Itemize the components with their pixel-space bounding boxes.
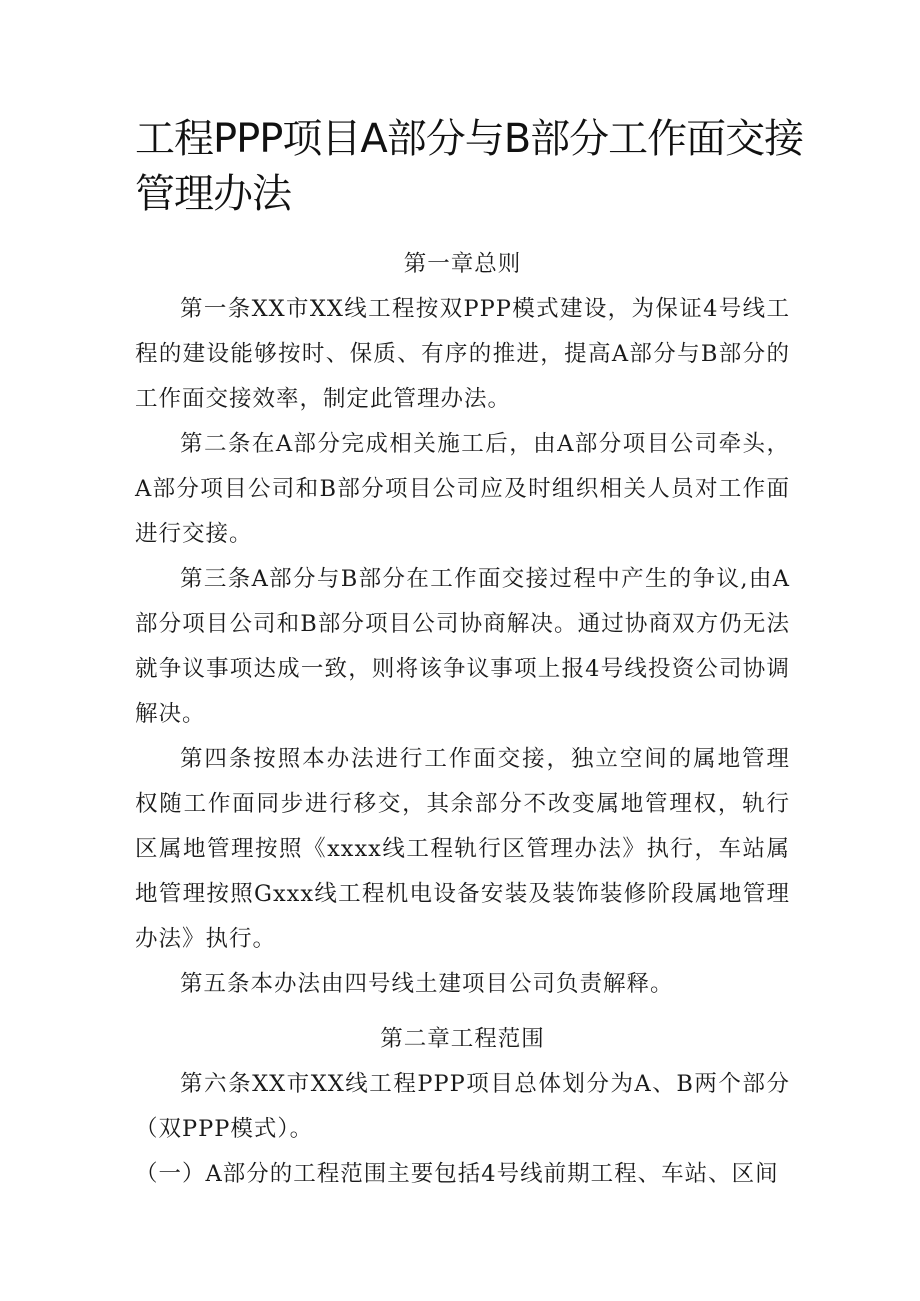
document-title: 工程PPP项目A部分与B部分工作面交接管理办法 xyxy=(135,116,804,217)
article-4: 第四条按照本办法进行工作面交接，独立空间的属地管理权随工作面同步进行移交，其余部分不改变属地管理权，轨行区属地管理按照《xxxx线工程轨行区管理办法》执行，车站属地管理按照Gxxx线工程机电设备安装及装饰装修阶段属地管理办法》执行。 xyxy=(135,746,790,952)
chapter-heading-1: 第一章总则 xyxy=(403,251,522,277)
document-body xyxy=(135,242,790,1197)
chapter-heading-2: 第二章工程范围 xyxy=(380,1026,545,1052)
article-5: 第五条本办法由四号线土建项目公司负责解释。 xyxy=(180,971,674,997)
article-6: 第六条XX市XX线工程PPP项目总体划分为A、B两个部分（双PPP模式）。 xyxy=(135,1071,790,1142)
article-1: 第一条XX市XX线工程按双PPP模式建设，为保证4号线工程的建设能够按时、保质、有序的推进，提高A部分与B部分的工作面交接效率，制定此管理办法。 xyxy=(135,296,790,412)
clause-a-scope: （一）A部分的工程范围主要包括4号线前期工程、车站、区间 xyxy=(135,1161,779,1187)
article-3: 第三条A部分与B部分在工作面交接过程中产生的争议,由A部分项目公司和B部分项目公司协商解决。通过协商双方仍无法就争议事项达成一致，则将该争议事项上报4号线投资公司协调解决。 xyxy=(135,566,790,727)
article-2: 第二条在A部分完成相关施工后，由A部分项目公司牵头，A部分项目公司和B部分项目公司应及时组织相关人员对工作面进行交接。 xyxy=(135,431,790,547)
